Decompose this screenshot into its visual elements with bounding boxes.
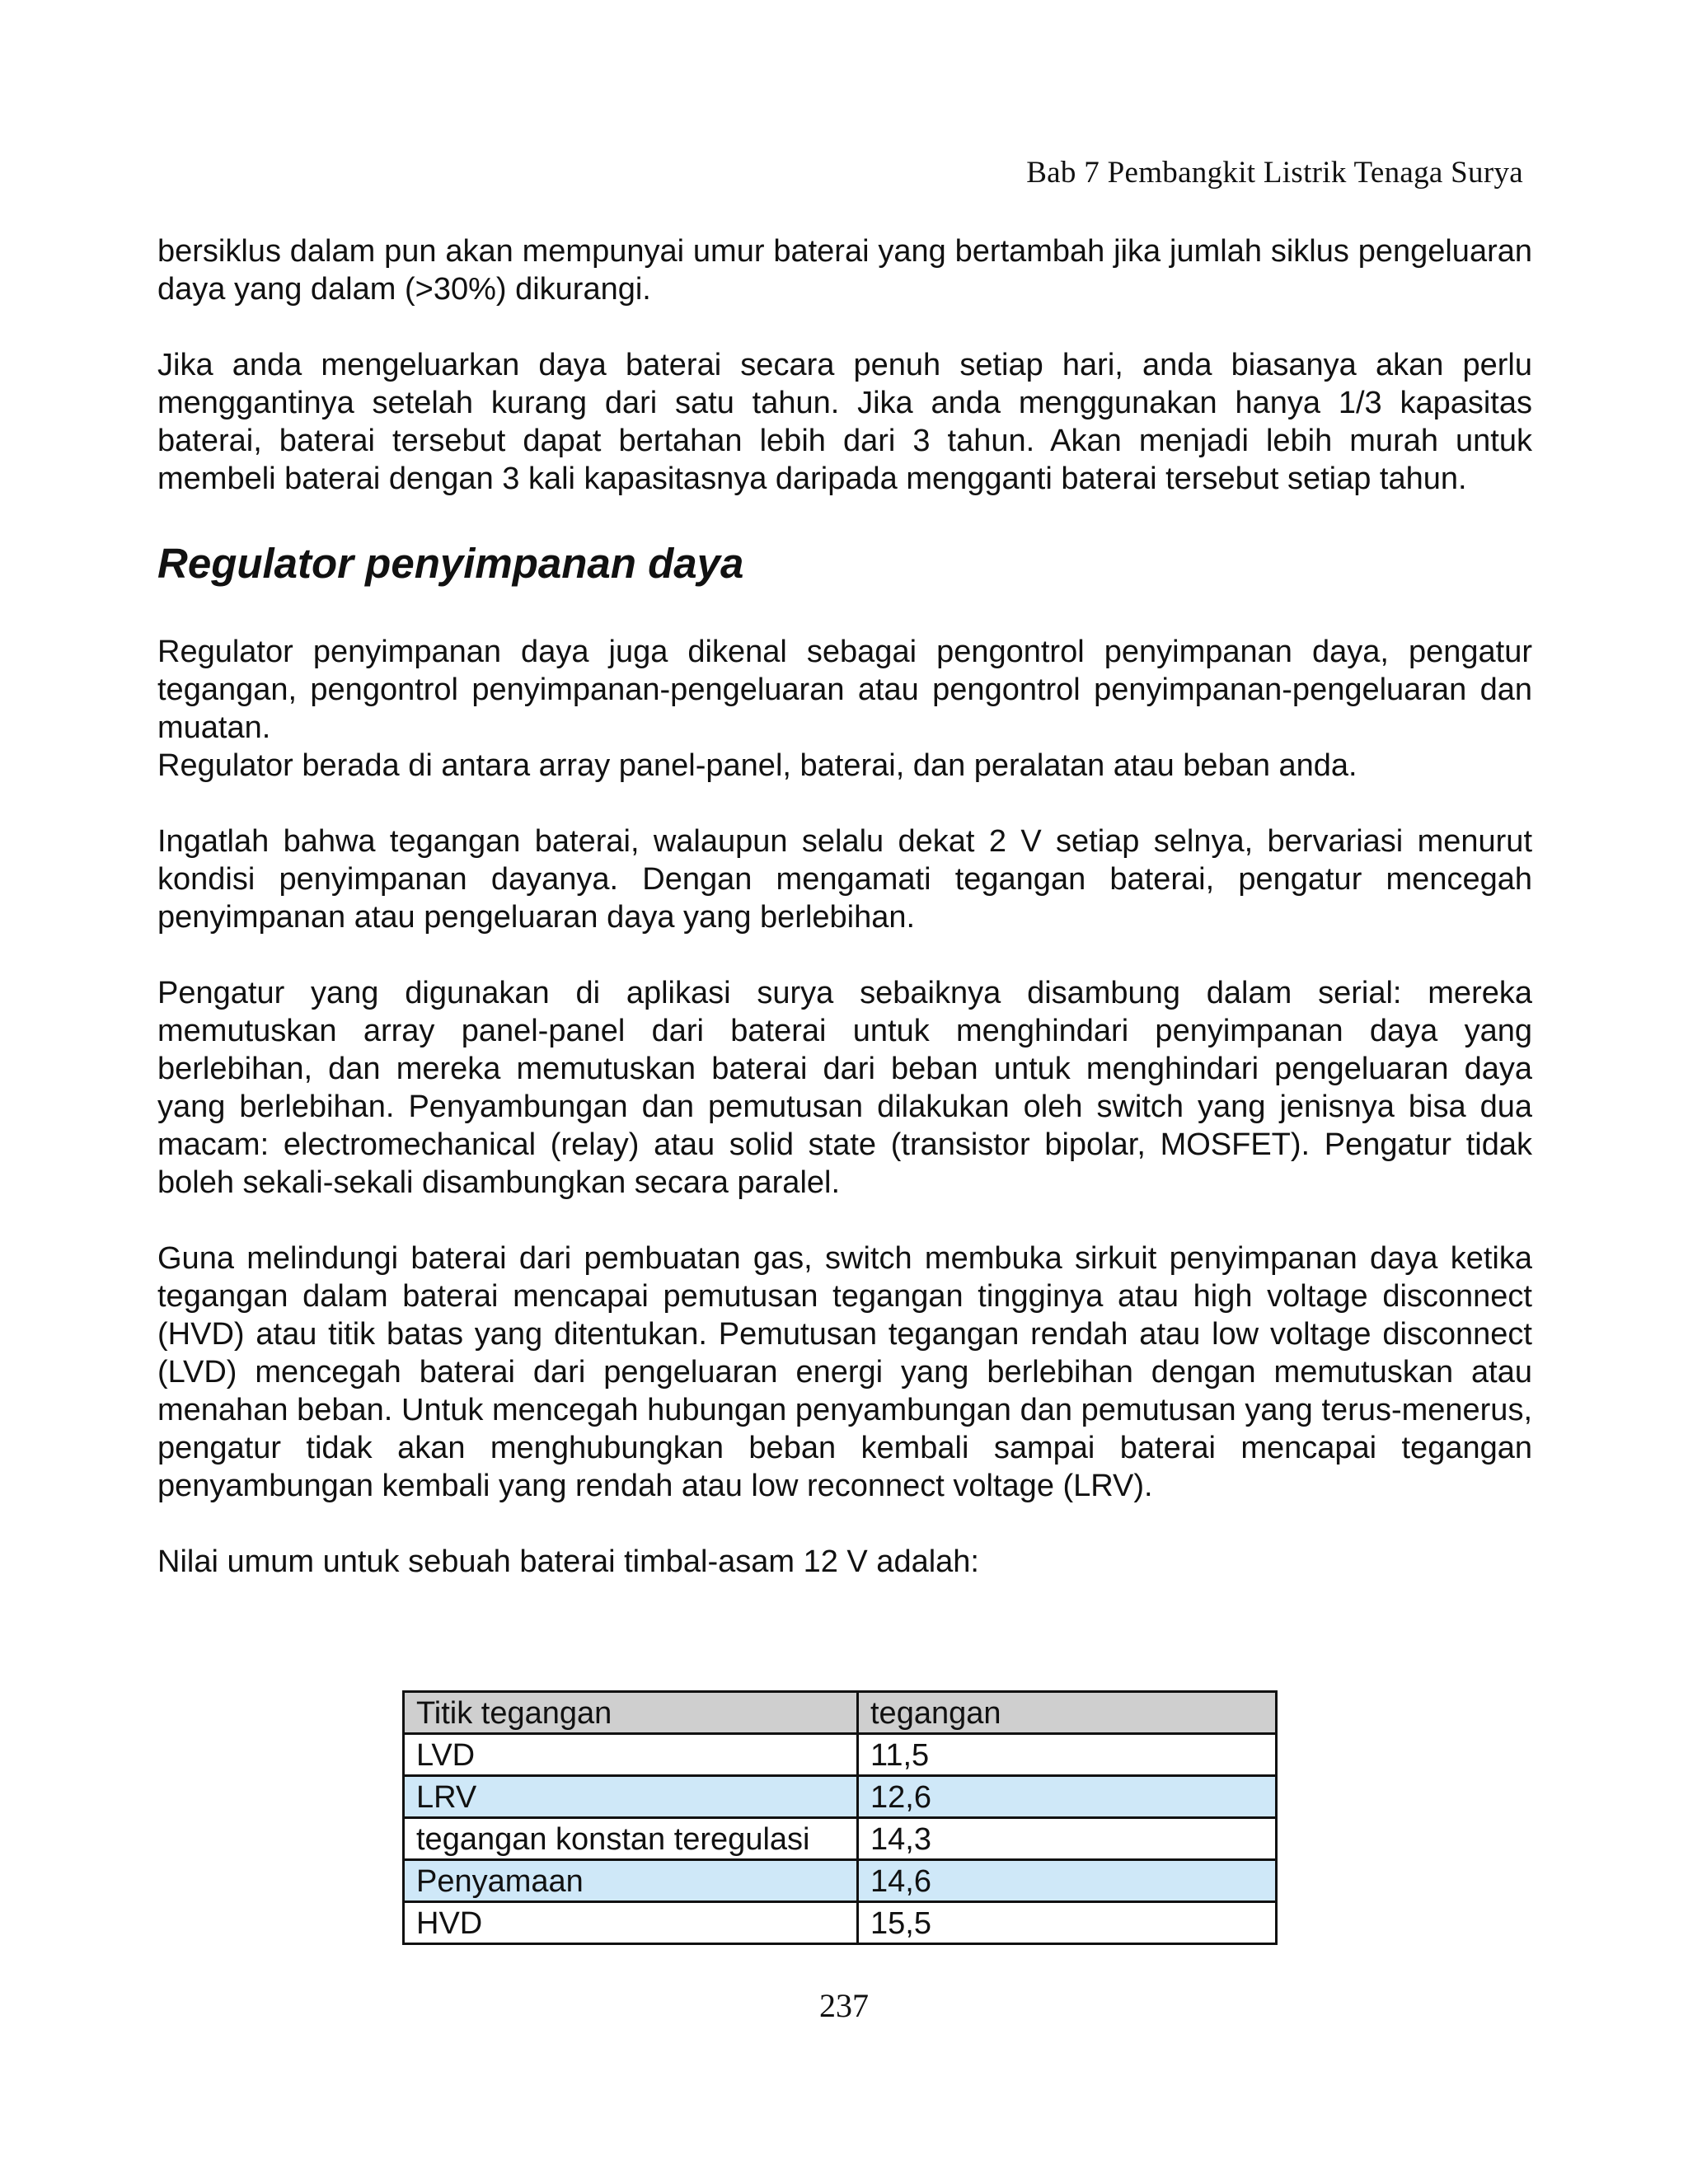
table-cell-value: 11,5 [858, 1734, 1277, 1776]
table-cell-label: tegangan konstan teregulasi [404, 1818, 858, 1860]
paragraph-regulator-position: Regulator berada di antara array panel-panel, baterai, dan peralatan atau beban anda. [157, 748, 1357, 783]
table-header-cell: Titik tegangan [404, 1692, 858, 1734]
table-header-row [404, 1692, 1277, 1734]
table-row [404, 1776, 1277, 1818]
running-header: Bab 7 Pembangkit Listrik Tenaga Surya [1026, 156, 1523, 190]
paragraph-series-connection: Pengatur yang digunakan di aplikasi surya sebaiknya disambung dalam serial: mereka memutuskan array panel-panel dari baterai untuk menghindari penyimpanan daya yang berlebihan, dan mereka memutuskan baterai dari beban untuk menghindari pengeluaran daya yang berlebihan. Penyambungan dan pemutusan dilakukan oleh switch yang jenisnya bisa dua macam: electromechanical (relay) atau solid state (transistor bipolar, MOSFET). Pengatur tidak boleh sekali-sekali disambungkan secara paralel. [157, 976, 1532, 1200]
table-cell-label: HVD [404, 1902, 858, 1944]
paragraph-battery-voltage: Ingatlah bahwa tegangan baterai, walaupun selalu dekat 2 V setiap selnya, bervariasi menurut kondisi penyimpanan dayanya. Dengan mengamati tegangan baterai, pengatur mencegah penyimpanan atau pengeluaran daya yang berlebihan. [157, 824, 1532, 935]
paragraph-disconnect-points: Guna melindungi baterai dari pembuatan gas, switch membuka sirkuit penyimpanan daya ketika tegangan dalam baterai mencapai pemutusan tegangan tingginya atau high voltage disconnect (HVD) atau titik batas yang ditentukan. Pemutusan tegangan rendah atau low voltage disconnect (LVD) mencegah baterai dari pengeluaran energi yang berlebihan dengan memutuskan atau menahan beban. Untuk mencegah hubungan penyambungan dan pemutusan yang terus-menerus, pengatur tidak akan menghubungkan beban kembali sampai baterai mencapai tegangan penyambungan kembali yang rendah atau low reconnect voltage (LRV). [157, 1241, 1532, 1503]
table-cell-value: 12,6 [858, 1776, 1277, 1818]
page-number: 237 [819, 1987, 869, 2024]
voltage-table [402, 1690, 1278, 1945]
table-cell-value: 15,5 [858, 1902, 1277, 1944]
table-cell-label: Penyamaan [404, 1860, 858, 1902]
table-cell-value: 14,3 [858, 1818, 1277, 1860]
table-row [404, 1734, 1277, 1776]
section-heading: Regulator penyimpanan daya [157, 540, 744, 587]
page-body [157, 232, 1532, 1581]
table-cell-label: LRV [404, 1776, 858, 1818]
table-row [404, 1860, 1277, 1902]
table-cell-label: LVD [404, 1734, 858, 1776]
paragraph-cycle-life: bersiklus dalam pun akan mempunyai umur baterai yang bertambah jika jumlah siklus pengeluaran daya yang dalam (>30%) dikurangi. [157, 234, 1532, 307]
table-row [404, 1818, 1277, 1860]
table-row [404, 1902, 1277, 1944]
paragraph-battery-replacement: Jika anda mengeluarkan daya baterai secara penuh setiap hari, anda biasanya akan perlu menggantinya setelah kurang dari satu tahun. Jika anda menggunakan hanya 1/3 kapasitas baterai, baterai tersebut dapat bertahan lebih dari 3 tahun. Akan menjadi lebih murah untuk membeli baterai dengan 3 kali kapasitasnya daripada mengganti baterai tersebut setiap tahun. [157, 348, 1532, 496]
table-cell-value: 14,6 [858, 1860, 1277, 1902]
paragraph-regulator-names: Regulator penyimpanan daya juga dikenal sebagai pengontrol penyimpanan daya, pengatur tegangan, pengontrol penyimpanan-pengeluaran atau pengontrol penyimpanan-pengeluaran dan muatan. [157, 635, 1532, 745]
table-header-cell: tegangan [858, 1692, 1277, 1734]
paragraph-typical-values: Nilai umum untuk sebuah baterai timbal-asam 12 V adalah: [157, 1544, 979, 1579]
